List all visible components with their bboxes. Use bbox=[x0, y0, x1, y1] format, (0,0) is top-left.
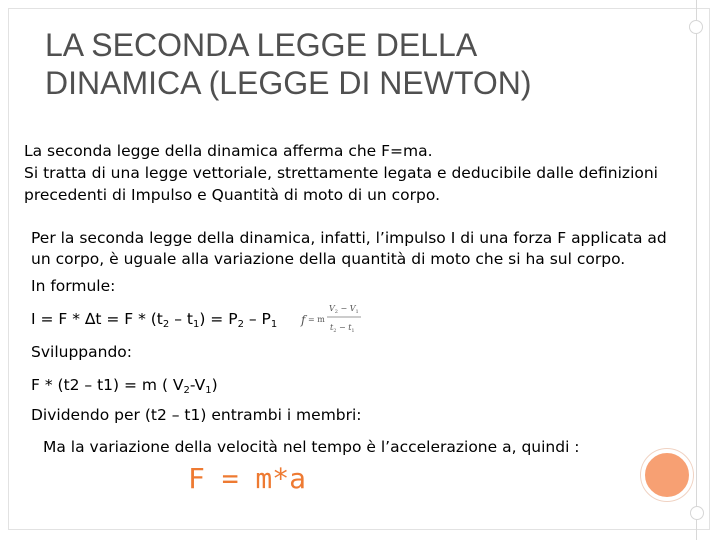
paragraph-1-line-1: La seconda legge della dinamica afferma che F=ma. bbox=[24, 142, 433, 160]
momentum-equation: F * (t2 – t1) = m ( $V_2-V_1$) bbox=[31, 376, 218, 396]
force-fraction-formula-image bbox=[299, 297, 365, 345]
accelerazione-line: Ma la variazione della velocità nel tempo è l’accelerazione a, quindi : bbox=[43, 438, 580, 456]
svg-text:= m: = m bbox=[308, 315, 325, 324]
paragraph-1-line-3: precedenti di Impulso e Quantità di moto di un corpo. bbox=[24, 186, 441, 204]
result-formula: F = m*a bbox=[188, 462, 307, 495]
paragraph-2-line-2: un corpo, è uguale alla variazione della quantità di moto che si ha sul corpo. bbox=[31, 250, 626, 268]
impulse-equation: $I = F * \Delta t = F * (t_2 - t_1) = P_2 - P_1$ bbox=[31, 310, 278, 330]
svg-text:f: f bbox=[301, 313, 306, 327]
sviluppando-label: Sviluppando: bbox=[31, 343, 132, 361]
paragraph-1-line-2: Si tratta di una legge vettoriale, strettamente legata e deducibile dalle definizioni bbox=[24, 164, 658, 182]
svg-text:t2 − t1: $t_2 - t_1$ bbox=[330, 323, 355, 334]
decorative-circle-orange bbox=[641, 449, 693, 501]
dividendo-line: Dividendo per (t2 – t1) entrambi i membri: bbox=[31, 406, 362, 424]
decorative-circle-top bbox=[689, 20, 703, 34]
delta-symbol: ∆ bbox=[84, 310, 96, 328]
in-formule-label: In formule: bbox=[31, 277, 116, 295]
slide-title bbox=[45, 26, 645, 102]
paragraph-2-line-1: Per la seconda legge della dinamica, infatti, l’impulso I di una forza F applicata ad bbox=[31, 229, 667, 247]
slide-title-line1: LA SECONDA LEGGE DELLA bbox=[45, 27, 478, 63]
decorative-vertical-line bbox=[696, 0, 697, 540]
decorative-circle-bottom bbox=[690, 506, 704, 520]
slide-title-line2: DINAMICA (LEGGE DI NEWTON) bbox=[45, 65, 532, 101]
svg-text:V2 − V1: $V_2 - V_1$ bbox=[329, 304, 359, 315]
